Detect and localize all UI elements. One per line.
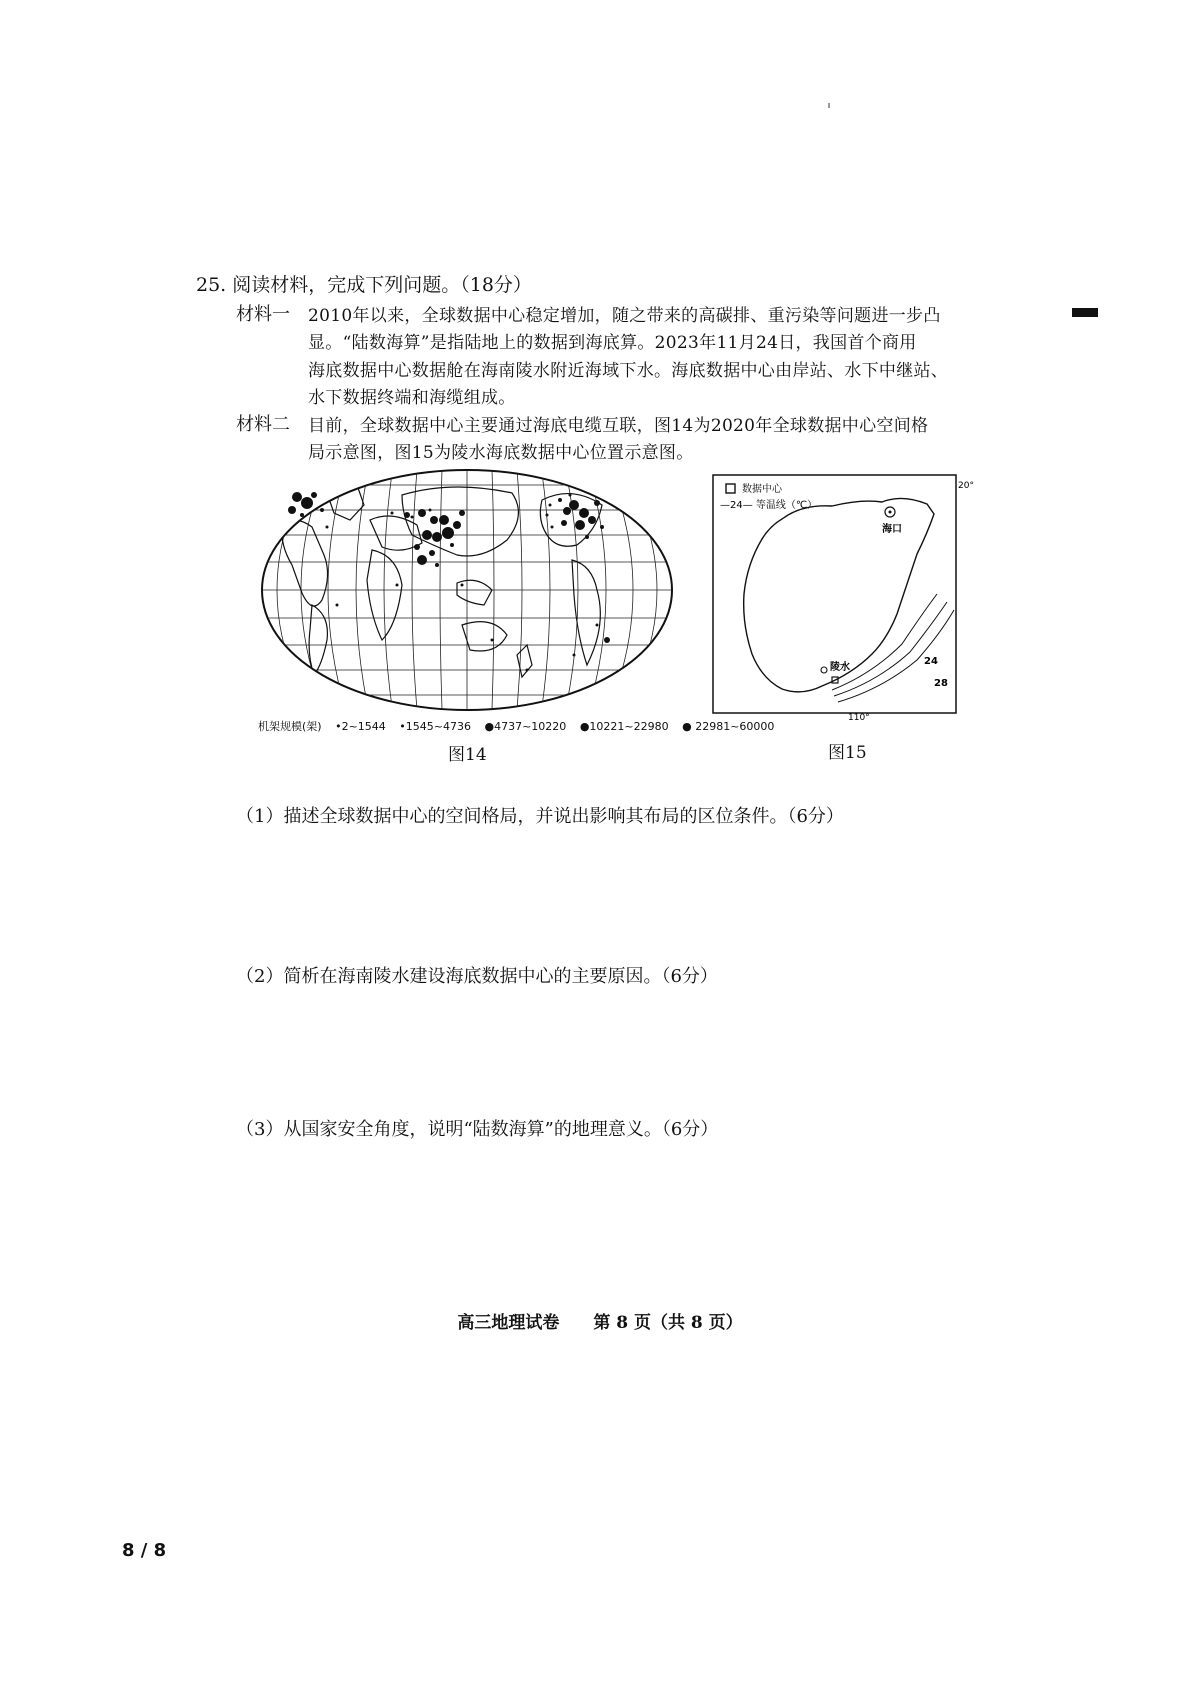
dc-marker <box>429 550 435 556</box>
isotherm-label-28: 28 <box>934 678 948 689</box>
subquestion-3: （3）从国家安全角度，说明“陆数海算”的地理意义。（6分） <box>236 1119 719 1140</box>
dc-marker <box>569 500 579 510</box>
dc-marker <box>288 506 296 514</box>
dc-marker <box>435 563 439 567</box>
dc-marker <box>442 527 454 539</box>
dc-marker <box>404 512 410 518</box>
city-lingshui: 陵水 <box>830 662 850 673</box>
legend-datacenter: 数据中心 <box>742 484 782 495</box>
dc-marker <box>594 500 600 506</box>
dc-marker <box>450 543 454 547</box>
material2-label: 材料二 <box>236 414 290 435</box>
material1-line-1: 2010年以来，全球数据中心稳定增加，随之带来的高碳排、重污染等问题进一步凸 <box>308 306 941 326</box>
dc-marker <box>546 514 549 517</box>
dc-marker <box>439 515 449 525</box>
dc-marker <box>573 654 576 657</box>
dc-marker <box>429 509 432 512</box>
material2-line-2: 局示意图，图15为陵水海底数据中心位置示意图。 <box>308 443 694 463</box>
figure14-world-map <box>252 465 682 715</box>
dc-marker <box>301 497 313 509</box>
dc-marker <box>432 532 442 542</box>
graticule <box>252 465 682 715</box>
figure14-legend <box>258 718 784 734</box>
page-footer: 高三地理试卷 第 8 页（共 8 页） <box>457 1313 743 1333</box>
dc-marker <box>391 512 394 515</box>
material1-line-3: 海底数据中心数据舱在海南陵水附近海域下水。海底数据中心由岸站、水下中继站、 <box>308 361 949 381</box>
lon-label: 110° <box>848 713 870 723</box>
material1-label: 材料一 <box>236 304 290 325</box>
legend-title: 机架规模(架) <box>258 720 322 733</box>
figure15-hainan-map <box>712 474 974 723</box>
legend-isotherm: —24— 等温线（℃） <box>720 500 818 511</box>
scan-speck <box>828 103 830 108</box>
dc-marker <box>491 639 494 642</box>
dc-marker <box>551 526 554 529</box>
legend-item: •2~1544 <box>335 720 386 733</box>
dc-marker <box>575 520 585 530</box>
dc-marker <box>561 520 567 526</box>
dc-marker <box>461 584 464 587</box>
dc-marker <box>579 508 589 518</box>
dc-marker <box>563 507 571 515</box>
dc-marker <box>422 530 432 540</box>
dc-marker <box>414 544 420 550</box>
dc-marker <box>417 555 427 565</box>
legend-item: ●4737~10220 <box>484 720 567 733</box>
dc-marker <box>459 510 465 516</box>
material2-line-1: 目前，全球数据中心主要通过海底电缆互联，图14为2020年全球数据中心空间格 <box>308 416 929 436</box>
dc-marker <box>311 492 317 498</box>
city-haikou: 海口 <box>882 524 902 535</box>
dc-marker <box>600 525 604 529</box>
dc-marker <box>396 584 399 587</box>
dc-marker <box>300 513 304 517</box>
lat-label: 20° <box>958 481 974 491</box>
figure15-caption: 图15 <box>828 743 867 763</box>
subquestion-1: （1）描述全球数据中心的空间格局，并说出影响其布局的区位条件。（6分） <box>236 806 844 827</box>
dc-marker <box>418 509 426 517</box>
dc-marker <box>292 492 302 502</box>
dc-marker <box>411 516 414 519</box>
dc-marker <box>453 521 461 529</box>
legend-item: •1545~4736 <box>399 720 471 733</box>
dc-marker <box>596 624 599 627</box>
dc-marker <box>336 604 339 607</box>
material1-line-4: 水下数据终端和海缆组成。 <box>308 388 516 408</box>
page-indicator: 8 / 8 <box>122 1540 167 1561</box>
question-title: 25. 阅读材料，完成下列问题。（18分） <box>196 274 532 296</box>
dc-marker <box>320 508 324 512</box>
dc-marker <box>585 535 589 539</box>
dc-marker <box>569 494 572 497</box>
dc-marker <box>588 516 596 524</box>
dc-marker <box>604 637 610 643</box>
dc-marker <box>526 669 529 672</box>
legend-item: ● 22981~60000 <box>682 720 775 733</box>
isotherm-label-24: 24 <box>924 656 938 667</box>
dc-marker <box>326 526 329 529</box>
subquestion-2: （2）简析在海南陵水建设海底数据中心的主要原因。（6分） <box>236 966 718 987</box>
dc-marker <box>549 504 552 507</box>
dc-marker <box>558 498 562 502</box>
legend-item: ●10221~22980 <box>579 720 669 733</box>
figure14-caption: 图14 <box>448 745 487 765</box>
edge-mark <box>1072 308 1098 317</box>
dc-marker <box>430 516 438 524</box>
haikou-marker-center <box>889 511 892 514</box>
material1-line-2: 显。“陆数海算”是指陆地上的数据到海底算。2023年11月24日，我国首个商用 <box>308 333 917 353</box>
